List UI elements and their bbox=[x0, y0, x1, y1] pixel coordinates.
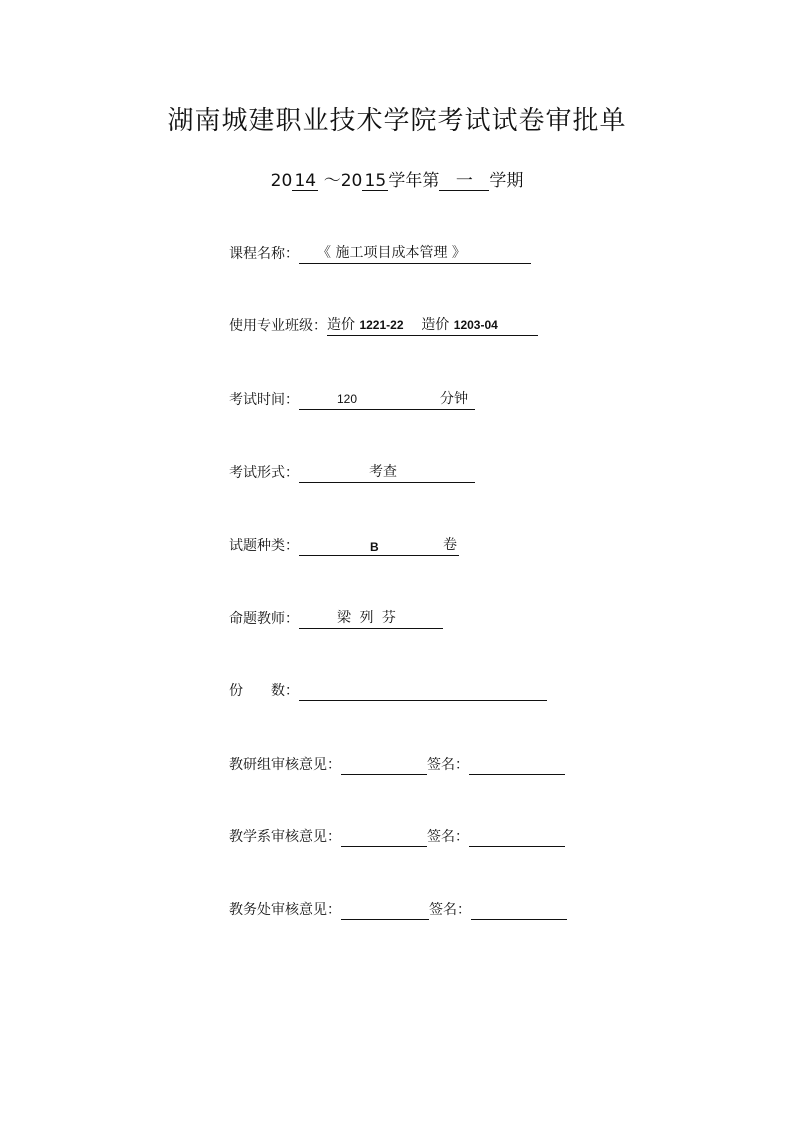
review-opinion-field-department[interactable] bbox=[341, 826, 427, 847]
review-sign-field-department[interactable] bbox=[469, 826, 565, 847]
copies-label-b: 数： bbox=[271, 683, 299, 699]
review-row-academic-affairs bbox=[229, 899, 567, 921]
review-label-department: 教学系审核意见： bbox=[229, 829, 341, 845]
teacher-label: 命题教师： bbox=[229, 611, 299, 627]
document-title: 湖南城建职业技术学院考试试卷审批单 bbox=[167, 106, 627, 136]
review-sign-label-department: 签名： bbox=[427, 829, 469, 845]
classes-row bbox=[229, 315, 538, 337]
course-name-row bbox=[229, 243, 531, 265]
term-year1-suffix: 14 bbox=[292, 172, 318, 191]
review-sign-field-teaching-group[interactable] bbox=[469, 754, 565, 775]
copies-label-a: 份 bbox=[229, 683, 243, 699]
teacher-field[interactable] bbox=[299, 608, 443, 629]
class-a-number: 1221-22 bbox=[359, 318, 404, 332]
format-field[interactable] bbox=[299, 462, 475, 483]
review-sign-label-teaching-group: 签名： bbox=[427, 757, 469, 773]
class-b-major: 造价 bbox=[421, 317, 450, 333]
term-year2-prefix: 20 bbox=[340, 171, 363, 191]
duration-value: 120 bbox=[337, 392, 358, 406]
format-row bbox=[229, 462, 475, 484]
paper-type-unit: 卷 bbox=[443, 537, 457, 553]
class-b-number: 1203-04 bbox=[453, 318, 498, 332]
term-mid-text: 学年第 bbox=[388, 171, 440, 191]
review-row-department bbox=[229, 826, 565, 848]
copies-row bbox=[229, 680, 547, 702]
paper-type-row bbox=[229, 535, 459, 557]
review-sign-field-academic-affairs[interactable] bbox=[471, 899, 567, 920]
review-label-teaching-group: 教研组审核意见： bbox=[229, 757, 341, 773]
course-name-value: 《 施工项目成本管理 》 bbox=[317, 245, 466, 261]
review-row-teaching-group bbox=[229, 754, 565, 776]
classes-label: 使用专业班级： bbox=[229, 318, 327, 334]
paper-type-value: B bbox=[370, 540, 379, 554]
term-separator: ～ bbox=[323, 171, 341, 191]
duration-unit: 分钟 bbox=[440, 391, 468, 407]
term-year1-prefix: 20 bbox=[270, 171, 293, 191]
duration-label: 考试时间： bbox=[229, 392, 299, 408]
review-opinion-field-teaching-group[interactable] bbox=[341, 754, 427, 775]
review-opinion-field-academic-affairs[interactable] bbox=[341, 899, 429, 920]
format-label: 考试形式： bbox=[229, 465, 299, 481]
term-semester-number: 一 bbox=[439, 172, 489, 191]
teacher-row bbox=[229, 608, 443, 630]
course-name-label: 课程名称： bbox=[229, 246, 299, 262]
format-value: 考查 bbox=[369, 464, 397, 480]
paper-type-label: 试题种类： bbox=[229, 538, 299, 554]
review-label-academic-affairs: 教务处审核意见： bbox=[229, 902, 341, 918]
duration-row bbox=[229, 389, 475, 411]
copies-field[interactable] bbox=[299, 680, 547, 701]
term-line bbox=[0, 166, 794, 191]
paper-type-field[interactable] bbox=[299, 535, 459, 556]
teacher-value: 梁 列 芬 bbox=[337, 610, 398, 626]
class-a-major: 造价 bbox=[327, 317, 355, 333]
term-year2-suffix: 15 bbox=[362, 172, 388, 191]
term-end-text: 学期 bbox=[489, 171, 524, 191]
course-name-field[interactable] bbox=[299, 243, 531, 264]
duration-field[interactable] bbox=[299, 389, 475, 410]
classes-field[interactable] bbox=[327, 315, 538, 336]
review-sign-label-academic-affairs: 签名： bbox=[429, 902, 471, 918]
